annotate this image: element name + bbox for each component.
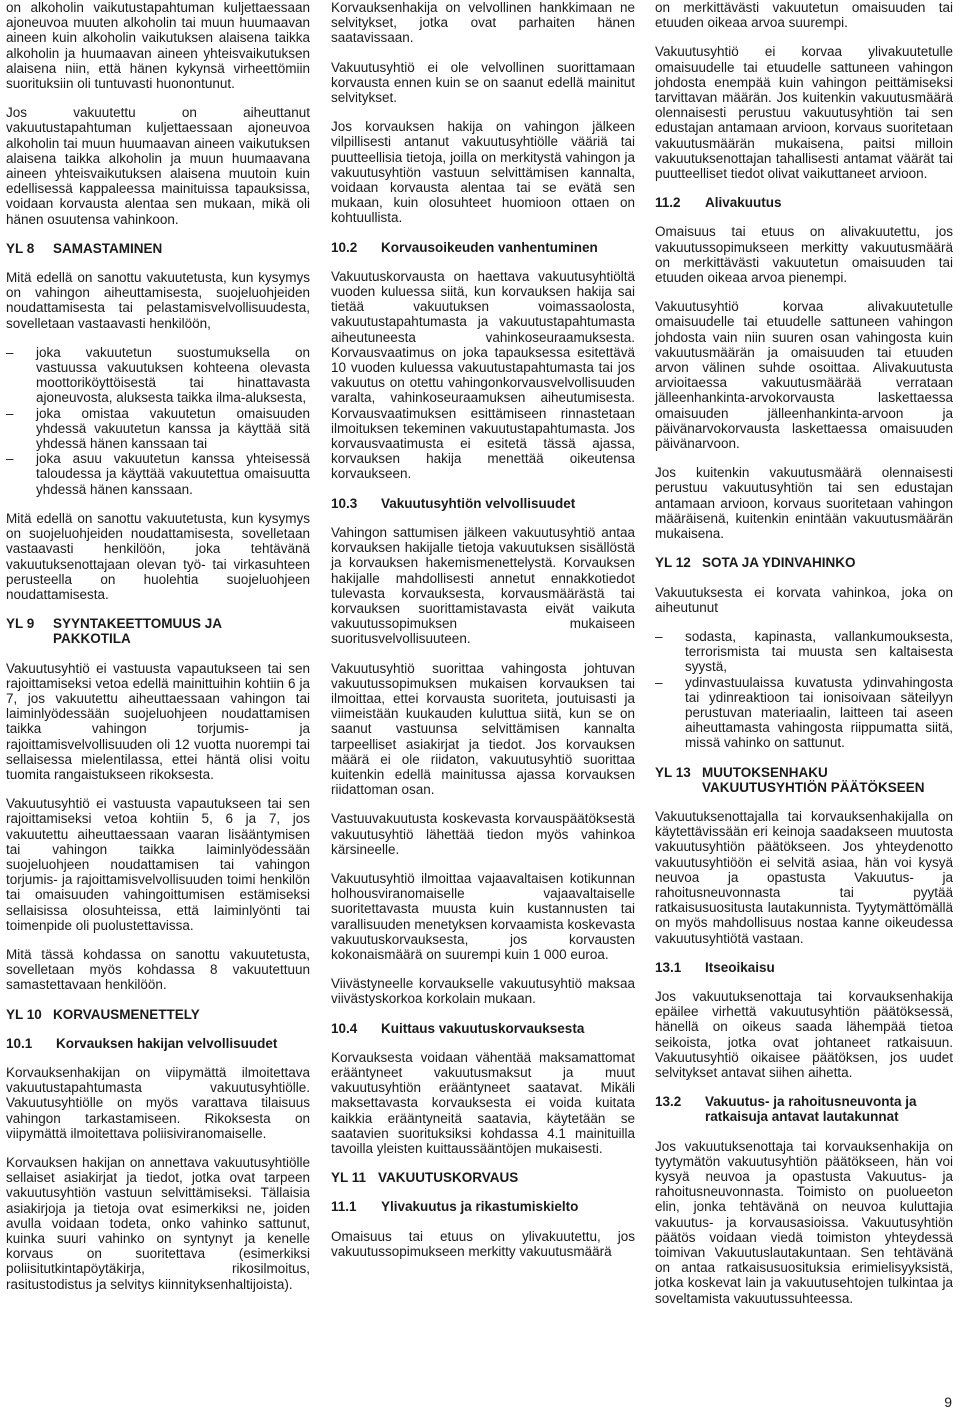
paragraph: Viivästyneelle korvaukselle vakuutusyhtiö maksaa viivästyskorkoa korkolain mukaan. (331, 976, 635, 1007)
dash-list (6, 345, 310, 497)
page-number: 9 (944, 1394, 952, 1410)
subsection-heading-10-1 (6, 1036, 310, 1051)
paragraph: Vakuutusyhtiö korvaa alivakuutetulle omaisuudelle tai etuudelle sattuneen vahingon johdosta vain niin suuren osan vahingosta kuin vakuutusmäärän ja omaisuuden tai etuuden arvon välinen suhde osoittaa. Alivakuutusta arvioitaessa vakuutusmäärää verrataan jälleenhankinta-arvokorvausta laskettaessa omaisuuden jälleenhankinta-arvoon ja päivänarvokorvausta laskettaessa omaisuuden päivänarvoon. (655, 299, 953, 452)
paragraph: Jos vakuutettu on aiheuttanut vakuutustapahtuman kuljettaessaan ajoneuvoa alkoholin tai muun huumaavan aineen vaikutuksen alaisena taikka alkoholin ja muun huumaavana aineen yhteisvaikutuksen alaisena muutoin kuin edellisessä kappaleessa mainituissa tapauksissa, voidaan korvausta alentaa sen mukaan, mikä oli hänen osuutensa vahinkoon. (6, 105, 310, 227)
heading-number: YL 9 (6, 616, 35, 632)
paragraph: Vakuutusyhtiö ei korvaa ylivakuutetulle omaisuudelle tai etuudelle sattuneen vahingon johdosta enempää kuin vahingon peittämiseksi tarvittavan määrän. Jos kuitenkin vakuutusmäärä olennaisesti perustuu vakuutusyhtiön tai sen edustajan antamaan arvioon, korvaus suoritetaan vakuutusmäärän mukaisena, paitsi milloin vakuutuksenottajan tahallisesti antamat väärät tai puutteelliset tiedot olivat vaikuttaneet arvioon. (655, 44, 953, 182)
heading-title: Vakuutusyhtiön velvollisuudet (381, 495, 576, 511)
heading-title: Korvausoikeuden vanhentuminen (381, 239, 598, 255)
paragraph: on merkittävästi vakuutetun omaisuuden tai etuuden oikeaa arvoa suurempi. (655, 0, 953, 31)
section-heading-yl11 (331, 1170, 635, 1185)
heading-number: 10.3 (331, 495, 358, 511)
paragraph: Omaisuus tai etuus on alivakuutettu, jos vakuutussopimukseen merkitty vakuutusmäärä on merkittävästi vakuutetun omaisuuden tai etuuden oikeaa arvoa pienempi. (655, 224, 953, 286)
subsection-heading-11-1 (331, 1199, 635, 1214)
heading-title: Ylivakuutus ja rikastumiskielto (381, 1199, 579, 1215)
heading-number: YL 12 (655, 555, 691, 571)
heading-title: Kuittaus vakuutuskorvauksesta (381, 1020, 585, 1036)
heading-title: SAMASTAMINEN (53, 240, 163, 256)
section-heading-yl13 (655, 765, 953, 795)
section-heading-yl10 (6, 1007, 310, 1022)
paragraph: Korvauksesta voidaan vähentää maksamattomat erääntyneet vakuutusmaksut ja muut vakuutusyhtiön erääntyneet saatavat. Mikäli maksettavasta korvauksesta ei voida kuitata kaikkia erääntyneitä saatavia, käytetään se saatavien suorituksiksi kohdassa 4.1 mainituilla tavoilla yleisten kuittaussääntöjen mukaisesti. (331, 1049, 635, 1156)
heading-number: YL 8 (6, 240, 35, 256)
heading-number: YL 10 (6, 1006, 42, 1022)
subsection-heading-10-4 (331, 1021, 635, 1036)
section-heading-yl8 (6, 241, 310, 256)
dash-list (655, 629, 953, 751)
paragraph: Omaisuus tai etuus on ylivakuutettu, jos vakuutussopimukseen merkitty vakuutusmäärä (331, 1228, 635, 1259)
list-item: – joka omistaa vakuutetun omaisuuden yhdessä vakuutetun kanssa ja käyttää sitä yhdessä hänen kanssaan tai (6, 406, 310, 452)
paragraph: Vakuutusyhtiö ei vastuusta vapautukseen tai sen rajoittamiseksi vetoa kohtiin 5, 6 ja 7, jos vakuutettu aiheuttaessaan vaaran lisääntymisen tai vahingon taikka laiminlyödessään suojeluohjeen noudattamisen tai vahingon torjumis- ja rajoittamisvelvollisuuden toimi henkilön tai omaisuuden vahingoittumisen estämiseksi sellaisissa olosuhteissa, että laiminlyönti tai toimenpide oli puolustettavissa. (6, 796, 310, 933)
subsection-heading-13-2 (655, 1094, 953, 1124)
heading-title: SOTA JA YDINVAHINKO (702, 555, 856, 571)
paragraph: Jos vakuutuksenottaja tai korvauksenhakija on tyytymätön vakuutusyhtiön päätökseen, hän voi kysyä neuvoa ja opastusta Vakuutus- ja rahoitusneuvonnasta. Toimisto on puoluееton elin, jonka tehtävänä on neuvoa kuluttajia vakuutus- ja korvausasioissa. Vakuutusyhtiön päätös voidaan viedä toimiston yhteydessä toimivan Vakuutuslautakuntaan. Sen tehtävänä on antaa ratkaisusuosituksia erimielisyyksistä, jotka koskevat lain ja vakuutusehtojen tulkintaa ja soveltamista vakuutussuhteessa. (655, 1138, 953, 1306)
paragraph: Vakuutusyhtiö ei ole velvollinen suorittamaan korvausta ennen kuin se on saanut edellä mainitut selvitykset. (331, 59, 635, 106)
heading-number: 10.4 (331, 1020, 358, 1036)
heading-number: YL 11 (331, 1170, 367, 1186)
heading-number: 10.2 (331, 239, 358, 255)
paragraph: Vakuutuskorvausta on haettava vakuutusyhtiöltä vuoden kuluessa siitä, kun korvauksen hakija sai tietää vakuutuksen voimassaolosta, vakuutustapahtumasta ja vakuutustapahtumasta aiheutuneesta vahinkoseuraamuksesta. Korvausvaatimus on joka tapauksessa esitettävä 10 vuoden kuluessa vakuutustapahtumasta tai jos vakuutus on otettu vahingonkorvausvelvollisuuden varalta, vahinkoseuraamuksen aiheutumisesta. Korvausvaatimuksen esittämiseen rinnastetaan ilmoituksen tekeminen vakuutustapahtumasta. Jos korvausvaatimusta ei esitetä tässä ajassa, korvauksen hakija menettää oikeutensa korvaukseen. (331, 268, 635, 482)
column-2 (331, 0, 635, 1273)
column-1 (6, 0, 310, 1306)
paragraph: Vakuutusyhtiö suorittaa vahingosta johtuvan vakuutussopimuksen mukaisen korvauksen tai ilmoittaa, ettei korvausta suoriteta, joutuisasti ja viimeistään kuukauden kuluttua siitä, kun se on saanut vastuunsa selvittämisen kannalta tarpeelliset asiakirjat ja tiedot. Jos korvauksen määrä ei ole riidaton, vakuutusyhtiö suorittaa kuitenkin edellä mainitussa ajassa korvauksen riidattoman osan. (331, 660, 635, 798)
list-item: – joka asuu vakuutetun kanssa yhteisessä taloudessa ja käyttää vakuutettua omaisuutta yhdessä hänen kanssaan. (6, 451, 310, 497)
paragraph: Vastuuvakuutusta koskevasta korvauspäätöksestä vakuutusyhtiö lähettää tiedon myös vahinkoa kärsineelle. (331, 811, 635, 857)
paragraph: Vakuutuksenottajalla tai korvauksenhakijalla on käytettävissään eri keinoja saadakseen muutosta vakuutusyhtiön päätökseen. Jos yhteydenotto vakuutusyhtiöön ei selvitä asiaa, hän voi kysyä neuvoa ja opastusta Vakuutus- ja rahoitusneuvonnasta tai pyytää ratkaisusuositusta lautakunnista. Tyytymättömällä on myös mahdollisuus nostaa kanne oikeudessa vakuutusyhtiötä vastaan. (655, 808, 953, 946)
paragraph: on alkoholin vaikutustapahtuman kuljettaessaan ajoneuvoa muuten alkoholin tai muun huumaavan aineen kuin alkoholin vaikutuksen alaisena taikka alkoholin ja huumaavan aineen yhteisvaikutuksen alaisena niin, että hänen kykynsä virheettömiin suorituksiin oli tuntuvasti huonontunut. (6, 0, 310, 92)
paragraph: Mitä edellä on sanottu vakuutetusta, kun kysymys on vahingon aiheuttamisesta, suojeluohjeiden noudattamisesta tai pelastamisvelvollisuudesta, sovelletaan vastaavasti henkilöön, (6, 270, 310, 331)
paragraph: Mitä edellä on sanottu vakuutetusta, kun kysymys on suojeluohjeiden noudattamisesta, sovelletaan vastaavasti henkilöön, joka tehtävänä vakuutuksenottajaan olevan työ- tai virkasuhteen perusteella on huolehtia suojeluohjeen noudattamisesta. (6, 510, 310, 602)
heading-number: YL 13 (655, 764, 691, 780)
paragraph: Vakuutusyhtiö ilmoittaa vajaavaltaisen kotikunnan holhousviranomaiselle vajaavaltaiselle suoritettavasta muusta kuin kustannusten tai varallisuuden menetyksen korvaamista koskevasta vakuutuskorvauksesta, jos korvausten kokonaismäärä on suurempi kuin 1 000 euroa. (331, 870, 635, 962)
paragraph: Jos korvauksen hakija on vahingon jälkeen vilpillisesti antanut vakuutusyhtiölle vääriä tai puutteellisia tietoja, joilla on merkitystä vahingon ja vakuutusyhtiön vastuun selvittämisen kannalta, voidaan korvausta alentaa tai se evätä sen mukaan, kuin olosuhteet huomioon ottaen on kohtuullista. (331, 119, 635, 226)
subsection-heading-10-2 (331, 240, 635, 255)
paragraph: Jos kuitenkin vakuutusmäärä olennaisesti perustuu vakuutusyhtiön tai sen edustajan antamaan arvioon, korvaus suoritetaan vahingon määräisenä, kuitenkin enintään vakuutusmäärän mukaisena. (655, 465, 953, 542)
list-item: – sodasta, kapinasta, vallankumouksesta, terrorismista tai muusta sen kaltaisesta syystä, (655, 629, 953, 675)
heading-number: 11.2 (655, 195, 681, 211)
heading-title: Alivakuutus (705, 195, 782, 211)
section-heading-yl12 (655, 555, 953, 570)
subsection-heading-11-2 (655, 195, 953, 210)
paragraph: Vakuutusyhtiö ei vastuusta vapautukseen tai sen rajoittamiseksi vetoa edellä mainittuihin kohtiin 6 ja 7, jos vakuutettu aiheuttaessaan vahingon tai laiminlyödessään suojeluohjeen noudattamisen taikka vahingon torjumis- ja rajoittamisvelvollisuuden oli 12 vuotta nuorempi tai sellaisessa mielentilassa, ettei häntä olisi voitu tuomita rangaistukseen rikoksesta. (6, 660, 310, 782)
paragraph: Mitä tässä kohdassa on sanottu vakuutetusta, sovelletaan myös kohdassa 8 vakuutettuun samastettavaan henkilöön. (6, 946, 310, 993)
heading-title: Itseoikaisu (705, 959, 775, 975)
paragraph: Jos vakuutuksenottaja tai korvauksenhakija epäilee virhettä vakuutusyhtiön päätöksessä, hänellä on oikeus saada lähempää tietoa seikoista, jotka ovat johtaneet ratkaisuun. Vakuutusyhtiö oikaisee päätöksen, jos uudet selvitykset antavat siihen aihetta. (655, 988, 953, 1080)
heading-number: 13.2 (655, 1094, 682, 1110)
column-3 (655, 0, 953, 1320)
heading-number: 11.1 (331, 1199, 357, 1215)
paragraph: Korvauksen hakijan on annettava vakuutusyhtiölle sellaiset asiakirjat ja tiedot, jotka ovat tarpeen vakuutusyhtiön vastuun selvittämiseksi. Tällaisia asiakirjoja ja tietoja ovat esimerkiksi ne, joiden avulla voidaan todeta, onko vahinko sattunut, kuinka suuri vahinko on syntynyt ja kenelle korvaus on suoritettava (esimerkiksi poliisitutkintapöytäkirja, rikosilmoitus, rasitustodistus ja selvitys kiinnityksenhaltijoista). (6, 1155, 310, 1292)
heading-number: 10.1 (6, 1035, 33, 1051)
heading-title: VAKUUTUSKORVAUS (378, 1170, 519, 1186)
heading-title: KORVAUSMENETTELY (53, 1006, 200, 1022)
paragraph: Korvauksenhakija on velvollinen hankkimaan ne selvitykset, jotka ovat parhaiten hänen saatavissaan. (331, 0, 635, 46)
list-item: – ydinvastuulaissa kuvatusta ydinvahingosta tai ydinreaktioon tai ionisoivaan säteilyyn perustuvan materiaalin, laitteen tai aseen aiheuttamasta vahingosta riippumatta siitä, missä vahinko on sattunut. (655, 675, 953, 751)
heading-number: 13.1 (655, 959, 682, 975)
heading-title: SYYNTAKEETTOMUUS JA PAKKOTILA (53, 616, 222, 647)
heading-title: Vakuutus- ja rahoitusneuvonta ja ratkaisuja antavat lautakunnat (705, 1094, 917, 1125)
paragraph: Korvauksenhakijan on viipymättä ilmoitettava vakuutustapahtumasta vakuutusyhtiölle. Vakuutusyhtiölle on myös varattava tilaisuus vahingon tarkastamiseen. Rikoksesta on viipymättä ilmoitettava poliisiviranomaiselle. (6, 1064, 310, 1141)
heading-title: MUUTOKSENHAKU VAKUUTUSYHTIÖN PÄÄTÖKSEEN (702, 764, 925, 795)
paragraph: Vakuutuksesta ei korvata vahinkoa, joka on aiheutunut (655, 584, 953, 615)
paragraph: Vahingon sattumisen jälkeen vakuutusyhtiö antaa korvauksen hakijalle tietoja vakuutuksen sisällöstä ja korvauksen hakemismenettelystä. Korvauksen hakijalle mahdollisesti annetut ennakkotiedot tulevasta korvauksesta, korvausmäärästä tai korvauksen suorittamistavasta eivät vaikuta vakuutussopimuksen mukaiseen suoritusvelvollisuuteen. (331, 524, 635, 647)
section-heading-yl9 (6, 616, 310, 646)
subsection-heading-13-1 (655, 960, 953, 975)
heading-title: Korvauksen hakijan velvollisuudet (56, 1035, 278, 1051)
subsection-heading-10-3 (331, 496, 635, 511)
list-item: – joka vakuutetun suostumuksella on vastuussa vakuutuksen kohteena olevasta moottoriköyttöisestä tai hinattavasta ajoneuvosta, aluksesta taikka ilma-aluksesta, (6, 345, 310, 406)
